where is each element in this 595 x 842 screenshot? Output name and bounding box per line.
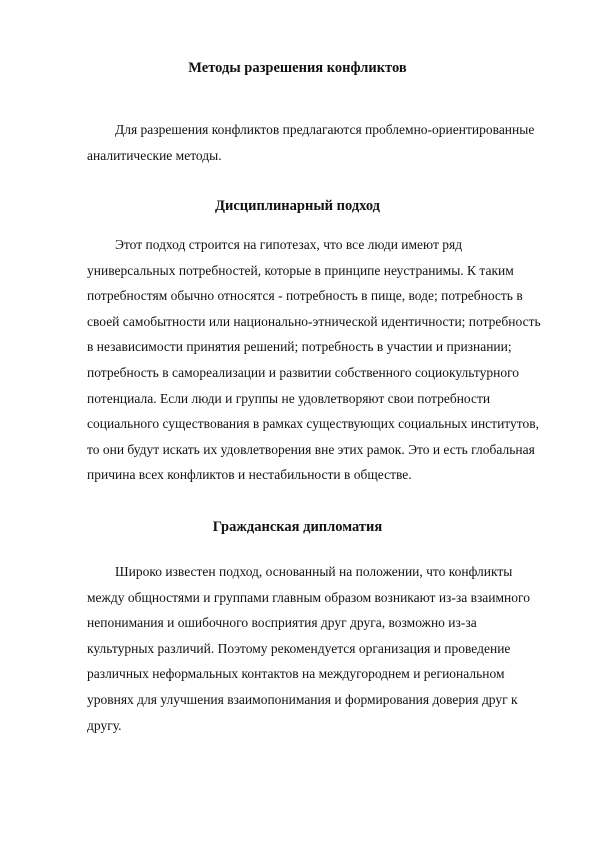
paragraph-line: культурных различий. Поэтому рекомендуется организация и проведение: [87, 640, 511, 656]
section-heading-civil-diplomacy: Гражданская дипломатия: [212, 519, 383, 535]
paragraph-line: то они будут искать их удовлетворения вне этих рамок. Это и есть глобальная: [87, 441, 535, 457]
intro-paragraph: [87, 117, 559, 168]
paragraph-line: универсальных потребностей, которые в принципе неустранимы. К таким: [87, 262, 514, 278]
paragraph-line: уровнях для улучшения взаимопонимания и формирования доверия друг к: [87, 691, 518, 707]
paragraph-line: причина всех конфликтов и нестабильности в обществе.: [87, 467, 412, 483]
civil-diplomacy-paragraph: [87, 559, 559, 738]
paragraph-line: своей самобытности или национально-этнической идентичности; потребность: [87, 313, 541, 329]
paragraph-line: Для разрешения конфликтов предлагаются проблемно-ориентированные: [115, 122, 535, 137]
paragraph-line: в независимости принятия решений; потребность в участии и признании;: [87, 339, 512, 355]
disciplinary-paragraph: [87, 232, 559, 488]
paragraph-line: другу.: [87, 717, 122, 733]
paragraph-line: аналитические методы.: [87, 147, 222, 163]
section-heading-disciplinary: Дисциплинарный подход: [214, 198, 381, 214]
paragraph-line: непонимания и ошибочного восприятия друг друга, возможно из-за: [87, 615, 477, 631]
paragraph-line: потребность в самореализации и развитии собственного социокультурного: [87, 364, 520, 380]
paragraph-line: потенциала. Если люди и группы не удовлетворяют свои потребности: [87, 390, 491, 406]
paragraph-line: между общностями и группами главным образом возникают из-за взаимного: [87, 589, 530, 605]
paragraph-line: социального существования в рамках существующих социальных институтов,: [87, 416, 539, 432]
paragraph-line: Широко известен подход, основанный на положении, что конфликты: [115, 564, 513, 579]
paragraph-line: различных неформальных контактов на междугороднем и региональном: [87, 666, 505, 682]
paragraph-line: потребностям обычно относятся - потребность в пище, воде; потребность в: [87, 288, 523, 304]
document-title: Методы разрешения конфликтов: [188, 60, 407, 76]
paragraph-line: Этот подход строится на гипотезах, что все люди имеют ряд: [115, 237, 463, 252]
